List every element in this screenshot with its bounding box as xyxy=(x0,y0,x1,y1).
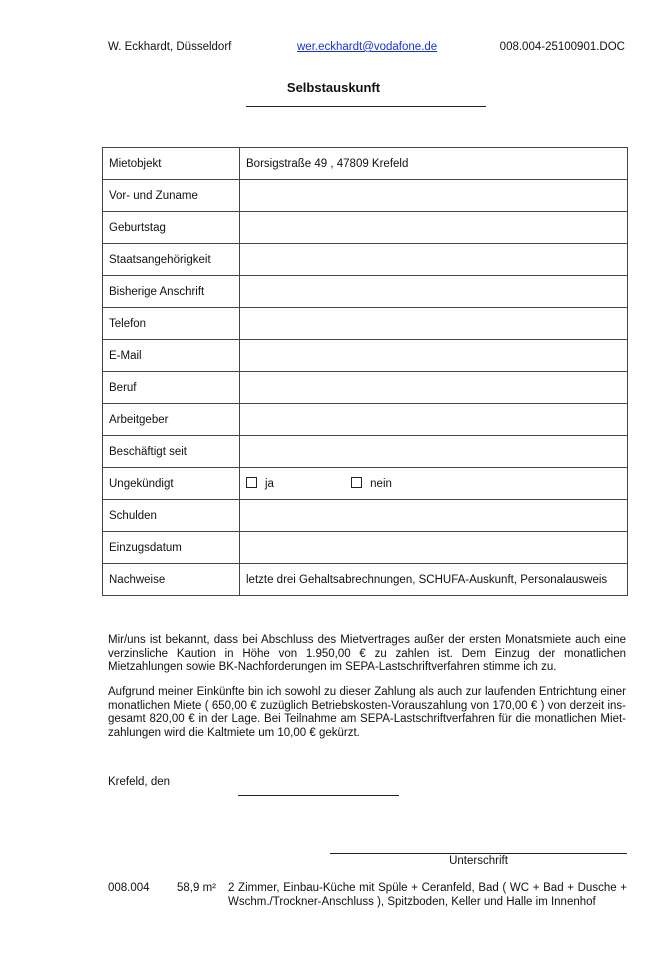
form-row xyxy=(103,180,628,212)
signature-label: Unterschrift xyxy=(449,855,508,867)
field-value-proofs: letzte drei Gehaltsabrechnungen, SCHUFA-Auskunft, Personalausweis xyxy=(240,564,628,596)
option-yes-label: ja xyxy=(265,478,274,490)
form-row xyxy=(103,404,628,436)
form-row xyxy=(103,564,628,596)
field-label-unterminated: Ungekündigt xyxy=(103,468,240,500)
header-sender: W. Eckhardt, Düsseldorf xyxy=(108,41,232,53)
form-row xyxy=(103,436,628,468)
form-row xyxy=(103,276,628,308)
field-label-birthday: Geburtstag xyxy=(103,212,240,244)
field-label-profession: Beruf xyxy=(103,372,240,404)
field-value-move-in-date[interactable] xyxy=(240,532,628,564)
form-row xyxy=(103,148,628,180)
option-no-label: nein xyxy=(370,478,392,490)
option-yes[interactable] xyxy=(246,477,274,490)
page-title: Selbstauskunft xyxy=(286,80,381,95)
form-row xyxy=(103,340,628,372)
field-label-proofs: Nachweise xyxy=(103,564,240,596)
field-value-unterminated xyxy=(240,468,628,500)
footer-description: 2 Zimmer, Einbau-Küche mit Spüle + Ceranfeld, Bad ( WC + Bad + Dusche + Wschm./Trockner-Anschluss ), Spitzboden, Keller und Halle im Innenhof xyxy=(228,882,627,908)
field-value-employed-since[interactable] xyxy=(240,436,628,468)
header-email-link[interactable]: wer.eckhardt@vodafone.de xyxy=(297,41,438,53)
form-row xyxy=(103,212,628,244)
field-value-debts[interactable] xyxy=(240,500,628,532)
field-label-employer: Arbeitgeber xyxy=(103,404,240,436)
self-disclosure-form xyxy=(102,147,628,596)
form-row xyxy=(103,244,628,276)
field-value-employer[interactable] xyxy=(240,404,628,436)
place-label: Krefeld, den xyxy=(108,776,171,788)
field-value-email[interactable] xyxy=(240,340,628,372)
field-value-nationality[interactable] xyxy=(240,244,628,276)
field-label-employed-since: Beschäftigt seit xyxy=(103,436,240,468)
footer-area: 58,9 m² xyxy=(177,882,216,894)
field-label-mietobjekt: Mietobjekt xyxy=(103,148,240,180)
field-label-move-in-date: Einzugsdatum xyxy=(103,532,240,564)
form-row xyxy=(103,532,628,564)
field-value-profession[interactable] xyxy=(240,372,628,404)
checkbox-yes[interactable] xyxy=(246,477,257,488)
date-line[interactable] xyxy=(238,795,399,796)
field-value-mietobjekt[interactable]: Borsigstraße 49 , 47809 Krefeld xyxy=(240,148,628,180)
footer-object-code: 008.004 xyxy=(108,882,150,894)
field-label-phone: Telefon xyxy=(103,308,240,340)
checkbox-no[interactable] xyxy=(351,477,362,488)
field-value-phone[interactable] xyxy=(240,308,628,340)
field-value-previous-address[interactable] xyxy=(240,276,628,308)
form-row xyxy=(103,468,628,500)
field-label-previous-address: Bisherige Anschrift xyxy=(103,276,240,308)
field-value-name[interactable] xyxy=(240,180,628,212)
field-label-email: E-Mail xyxy=(103,340,240,372)
field-value-birthday[interactable] xyxy=(240,212,628,244)
field-label-name: Vor- und Zuname xyxy=(103,180,240,212)
form-row xyxy=(103,308,628,340)
paragraph-deposit: Mir/uns ist bekannt, dass bei Abschluss des Mietvertrages außer der ersten Monatsmiete auch eine verzinsliche Kaution in Höhe von 1.950,00 € zu zahlen ist. Dem Einzug der monatlichen Mietzahlungen sowie BK-Nachforderungen im SEPA-Lastschriftverfahren stimme ich zu. xyxy=(108,634,626,673)
signature-line[interactable] xyxy=(330,853,627,854)
field-label-debts: Schulden xyxy=(103,500,240,532)
paragraph-income: Aufgrund meiner Einkünfte bin ich sowohl zu dieser Zahlung als auch zur laufenden Entrichtung einer monatlichen Miete ( 650,00 € zuzüglich Betriebskosten-Vorauszahlung von 170,00 € ) von derzeit insgesamt 820,00 € in der Lage. Bei Teilnahme am SEPA-Lastschriftverfahren für die monatlichen Mietzahlungen wird die Kaltmiete um 10,00 € gekürzt. xyxy=(108,686,626,739)
form-row xyxy=(103,500,628,532)
title-underline xyxy=(246,106,486,107)
form-row xyxy=(103,372,628,404)
header-document-id: 008.004-25100901.DOC xyxy=(499,41,625,53)
option-no[interactable] xyxy=(351,477,392,490)
field-label-nationality: Staatsangehörigkeit xyxy=(103,244,240,276)
